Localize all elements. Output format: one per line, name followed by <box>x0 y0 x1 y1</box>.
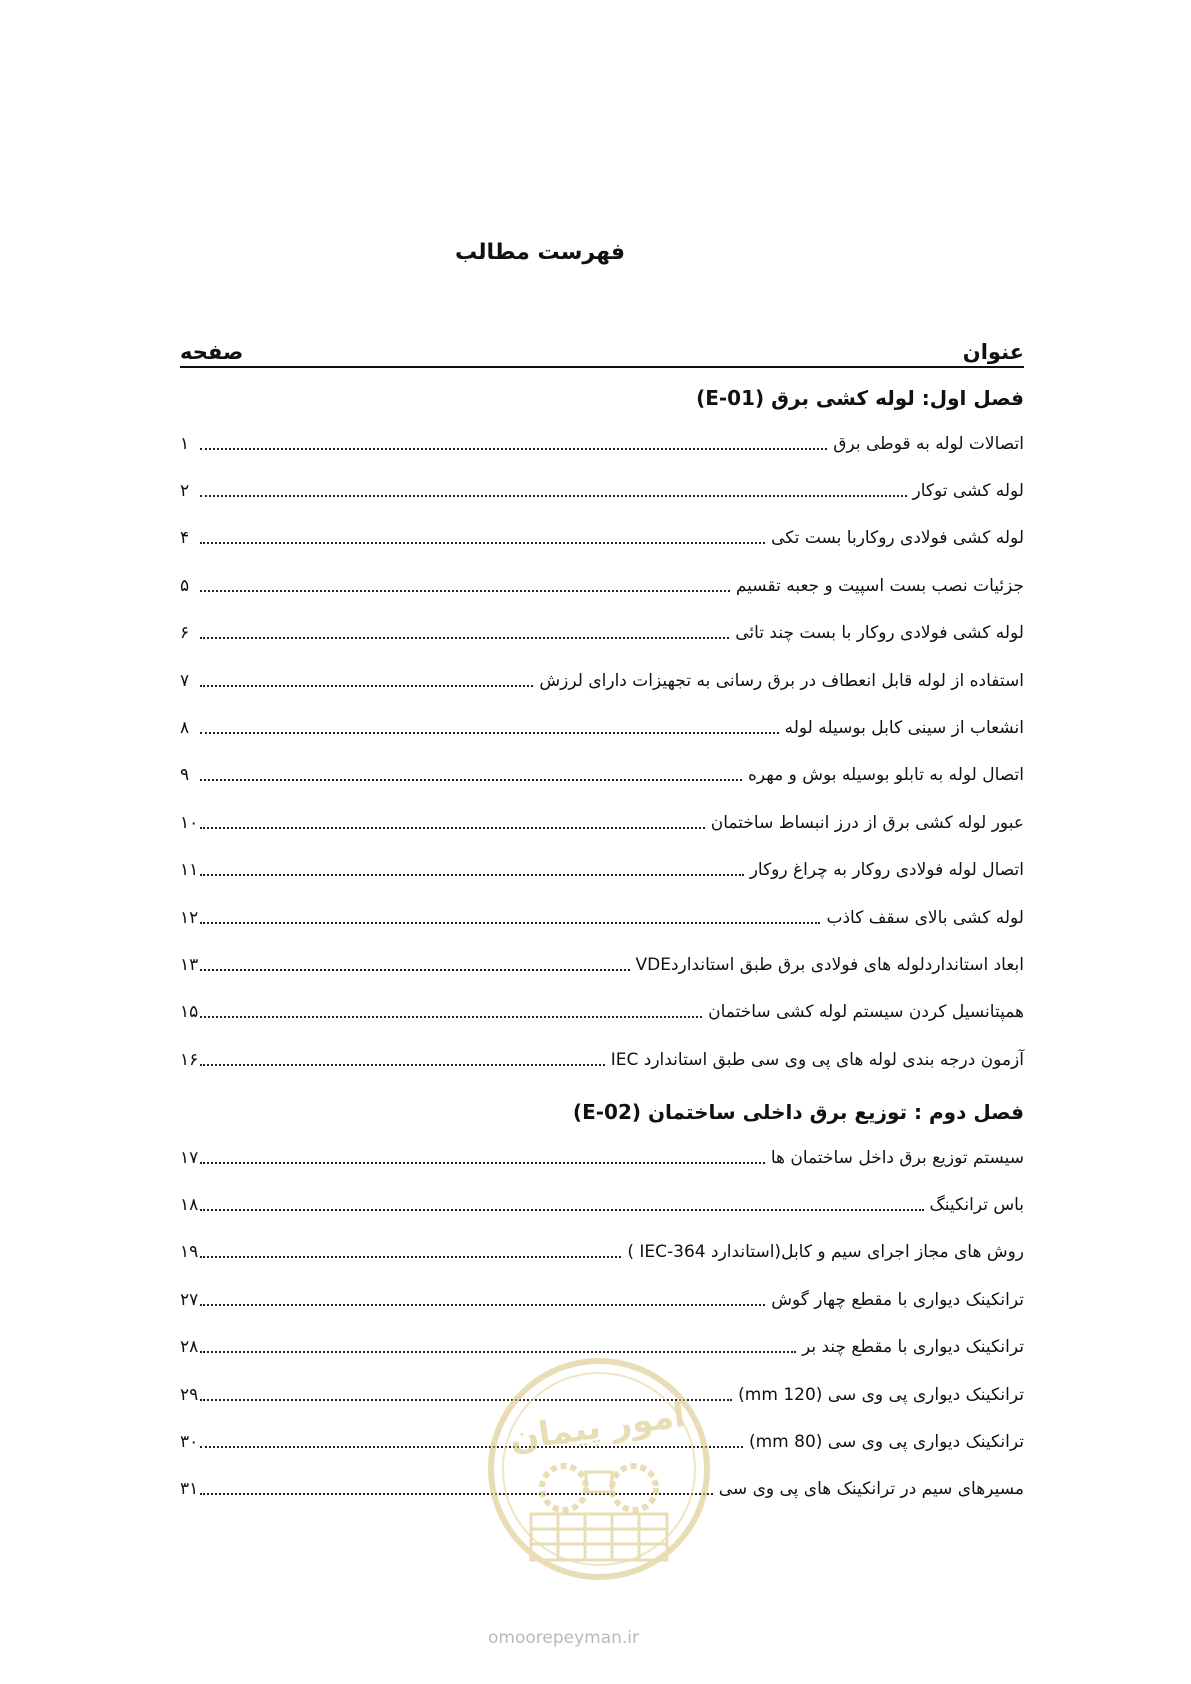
toc-entry[interactable] <box>180 799 1024 846</box>
toc-entry[interactable] <box>180 941 1024 988</box>
toc-entry-title: عبور لوله کشی برق از درز انبساط ساختمان <box>710 812 1024 833</box>
svg-text:امور پیمان: امور پیمان <box>507 1395 688 1460</box>
toc-entry[interactable] <box>180 894 1024 941</box>
document-title: فهرست مطالب <box>454 240 626 265</box>
toc-entry[interactable] <box>180 562 1024 609</box>
toc-entry-title: لوله کشی فولادی روکاربا بست تکی <box>771 528 1024 549</box>
toc-entry-page: ۹ <box>180 765 190 786</box>
dot-leader <box>200 542 765 544</box>
toc-entry-title: اتصال لوله به تابلو بوسیله بوش و مهره <box>747 765 1024 786</box>
toc-entry-title: لوله کشی توکار <box>912 481 1024 502</box>
toc-entry-page: ۱۱ <box>180 860 199 881</box>
toc-entry-page: ۲۸ <box>180 1337 199 1358</box>
toc-entry-title: ترانکینک دیواری پی وی سی (120 mm) <box>738 1384 1024 1405</box>
toc-entry-page: ۸ <box>180 718 190 739</box>
dot-leader <box>200 1256 621 1258</box>
toc-entry-title: همپتانسیل کردن سیستم لوله کشی ساختمان <box>708 1002 1024 1023</box>
toc-entry[interactable] <box>180 752 1024 799</box>
toc-entry-page: ۱۳ <box>180 954 199 975</box>
toc-entry-title: لوله کشی فولادی روکار با بست چند تائی <box>735 623 1024 644</box>
toc-entry-page: ۶ <box>180 623 190 644</box>
toc-entry-page: ۳۰ <box>180 1432 199 1453</box>
dot-leader <box>200 1351 796 1353</box>
chapter-title: فصل دوم : توزیع برق داخلی ساختمان (E-02) <box>572 1100 1024 1124</box>
toc-entry-page: ۱۰ <box>180 812 199 833</box>
dot-leader <box>200 827 705 829</box>
publisher-seal-logo <box>486 1356 712 1582</box>
dot-leader <box>200 779 742 781</box>
dot-leader <box>200 685 533 687</box>
dot-leader <box>200 874 743 876</box>
toc-entry-page: ۱۷ <box>180 1147 199 1168</box>
toc-entry-page: ۳۱ <box>180 1479 199 1500</box>
toc-entry-page: ۱۶ <box>180 1049 199 1070</box>
toc-entry-page: ۱۹ <box>180 1242 199 1263</box>
toc-entry-title: جزئیات نصب بست اسپیت و جعبه تقسیم <box>735 575 1024 596</box>
toc-entry-title: اتصال لوله فولادی روکار به چراغ روکار <box>749 860 1024 881</box>
toc-entry-title: ترانکینک دیواری پی وی سی (80 mm) <box>748 1432 1024 1453</box>
toc-entry-title: ابعاد استانداردلوله های فولادی برق طبق استانداردVDE <box>635 954 1024 975</box>
toc-entry[interactable] <box>180 515 1024 562</box>
toc-entry-page: ۲۹ <box>180 1384 199 1405</box>
dot-leader <box>200 495 907 497</box>
toc-entry-page: ۱ <box>180 433 190 454</box>
dot-leader <box>200 637 729 639</box>
toc-entry[interactable] <box>180 657 1024 704</box>
dot-leader <box>200 1064 604 1066</box>
toc-header-row <box>180 332 1024 368</box>
toc-entry[interactable] <box>180 847 1024 894</box>
toc-entry-page: ۵ <box>180 575 190 596</box>
dot-leader <box>200 732 779 734</box>
toc-entry[interactable] <box>180 467 1024 514</box>
toc-entry[interactable] <box>180 610 1024 657</box>
toc-entry[interactable] <box>180 1036 1024 1083</box>
chapter-1 <box>180 376 1024 1083</box>
column-page-label: صفحه <box>180 340 244 364</box>
toc-entry-page: ۴ <box>180 528 190 549</box>
dot-leader <box>200 590 730 592</box>
toc-entry-page: ۷ <box>180 670 190 691</box>
column-title-label: عنوان <box>962 340 1024 364</box>
toc-entry-title: باس ترانکینگ <box>929 1195 1024 1216</box>
toc-entry-title: استفاده از لوله قابل انعطاف در برق رسانی به تجهیزات دارای لرزش <box>539 670 1024 691</box>
watermark-site: omoorepeyman.ir <box>488 1628 640 1648</box>
toc-entry-title: لوله کشی بالای سقف کاذب <box>826 907 1024 928</box>
toc-entry-title: انشعاب از سینی کابل بوسیله لوله <box>784 718 1024 739</box>
dot-leader <box>200 969 629 971</box>
toc-entry-page: ۲۷ <box>180 1289 199 1310</box>
toc-entry-title: ترانکینک دیواری با مقطع چند بر <box>801 1337 1024 1358</box>
toc-entry[interactable] <box>180 1229 1024 1276</box>
dot-leader <box>200 1016 702 1018</box>
toc-entry[interactable] <box>180 704 1024 751</box>
dot-leader <box>200 922 820 924</box>
toc-entry-page: ۱۸ <box>180 1195 199 1216</box>
chapter-title: فصل اول: لوله کشی برق (E-01) <box>696 386 1024 410</box>
dot-leader <box>200 448 827 450</box>
toc-entry[interactable] <box>180 1134 1024 1181</box>
toc-entry-title: اتصالات لوله به قوطی برق <box>833 433 1024 454</box>
dot-leader <box>200 1162 765 1164</box>
chapter-entries <box>180 420 1024 1083</box>
toc-entry-title: آزمون درجه بندی لوله های پی وی سی طبق استاندارد IEC <box>610 1049 1024 1070</box>
toc-entry-page: ۲ <box>180 481 190 502</box>
toc-entry-title: مسیرهای سیم در ترانکینک های پی وی سی <box>718 1479 1024 1500</box>
toc-entry-title: ترانکینک دیواری با مقطع چهار گوش <box>771 1289 1024 1310</box>
dot-leader <box>200 1304 765 1306</box>
toc-entry[interactable] <box>180 420 1024 467</box>
toc-entry[interactable] <box>180 989 1024 1036</box>
toc-entry[interactable] <box>180 1181 1024 1228</box>
toc-entry-page: ۱۲ <box>180 907 199 928</box>
toc-entry[interactable] <box>180 1276 1024 1323</box>
toc-entry-title: روش های مجاز اجرای سیم و کابل(استاندارد IEC-364 ) <box>627 1242 1024 1263</box>
dot-leader <box>200 1209 923 1211</box>
toc-entry-title: سیستم توزیع برق داخل ساختمان ها <box>770 1147 1024 1168</box>
toc-entry-page: ۱۵ <box>180 1002 199 1023</box>
